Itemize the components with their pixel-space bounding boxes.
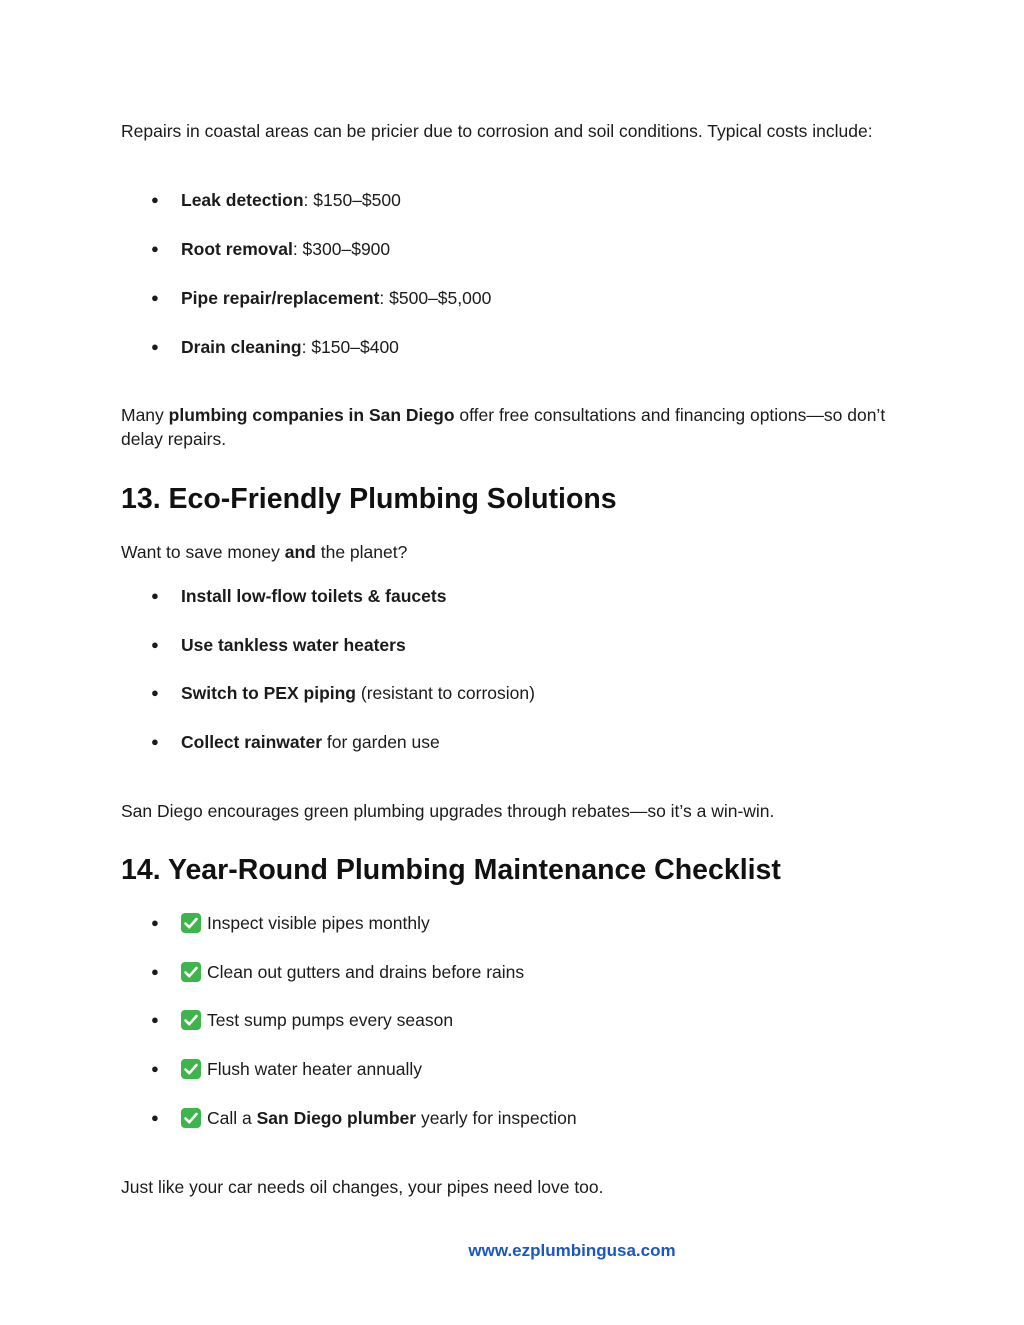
lead-post: the planet? [315, 542, 408, 562]
bullet-icon: ● [151, 915, 159, 930]
list-item [121, 1008, 881, 1032]
section-heading: 14. Year-Round Plumbing Maintenance Checklist [121, 854, 781, 886]
section13-closing: San Diego encourages green plumbing upgrades through rebates—so it’s a win-win. [121, 801, 775, 821]
section13-lead-block [121, 540, 891, 564]
eco-item-bold: Collect rainwater [181, 732, 323, 752]
bullet-icon: ● [151, 192, 159, 207]
checklist-last-pre: Call a [207, 1108, 257, 1128]
list-item [121, 286, 881, 310]
list-item [121, 335, 881, 359]
bullet-icon: ● [151, 964, 159, 979]
intro-paragraph: Repairs in coastal areas can be pricier due to corrosion and soil conditions. Typical costs include: [121, 121, 873, 141]
list-item [121, 188, 881, 212]
check-mark-icon [181, 913, 201, 933]
checklist-text: Inspect visible pipes monthly [207, 913, 430, 933]
bullet-icon: ● [151, 734, 159, 749]
intro-paragraph-block [121, 119, 891, 143]
section13-closing-block [121, 799, 891, 823]
lead-pre: Want to save money [121, 542, 285, 562]
bullet-icon: ● [151, 241, 159, 256]
section14-closing-block [121, 1175, 891, 1199]
intro-closing [121, 403, 891, 451]
bullet-icon: ● [151, 637, 159, 652]
checklist-text: Test sump pumps every season [207, 1010, 454, 1030]
list-item [121, 1057, 881, 1081]
list-item [121, 911, 881, 935]
check-mark-icon [181, 962, 201, 982]
check-mark-icon [181, 1059, 201, 1079]
check-mark-icon [181, 1108, 201, 1128]
bullet-icon: ● [151, 588, 159, 603]
bullet-icon: ● [151, 1061, 159, 1076]
list-item [121, 1106, 881, 1130]
cost-value: : $150–$500 [303, 190, 401, 210]
cost-label: Drain cleaning [181, 337, 302, 357]
section13-lead [121, 540, 891, 564]
cost-label: Leak detection [181, 190, 304, 210]
bullet-icon: ● [151, 339, 159, 354]
list-item [121, 237, 881, 261]
bullet-icon: ● [151, 1012, 159, 1027]
bullet-icon: ● [151, 290, 159, 305]
section14-closing: Just like your car needs oil changes, your pipes need love too. [121, 1177, 604, 1197]
list-item [121, 681, 881, 705]
checklist-last-bold: San Diego plumber [256, 1108, 417, 1128]
lead-bold: and [284, 542, 316, 562]
eco-item-rest: for garden use [322, 732, 440, 752]
cost-value: : $300–$900 [292, 239, 391, 259]
checklist-text: Clean out gutters and drains before rains [207, 962, 525, 982]
section-heading: 13. Eco-Friendly Plumbing Solutions [121, 483, 617, 515]
intro-closing-pre: Many [121, 405, 169, 425]
cost-label: Pipe repair/replacement [181, 288, 380, 308]
cost-label: Root removal [181, 239, 293, 259]
eco-item-bold: Switch to PEX piping [181, 683, 356, 703]
bullet-icon: ● [151, 1110, 159, 1125]
intro-closing-post: offer free consultations and financing options—so don’t delay repairs. [121, 405, 886, 449]
intro-closing-bold: plumbing companies in San Diego [168, 405, 455, 425]
checklist-text: Flush water heater annually [207, 1059, 422, 1079]
eco-item-bold: Use tankless water heaters [181, 635, 406, 655]
eco-item-rest: (resistant to corrosion) [356, 683, 535, 703]
website-link[interactable]: www.ezplumbingusa.com [468, 1241, 676, 1260]
section13-heading-block [121, 482, 891, 516]
eco-item-bold: Install low-flow toilets & faucets [181, 586, 447, 606]
checklist-last-post: yearly for inspection [416, 1108, 577, 1128]
intro-closing-block [121, 403, 891, 451]
cost-value: : $150–$400 [301, 337, 399, 357]
section14-heading-block [121, 853, 891, 887]
list-item [121, 633, 881, 657]
check-mark-icon [181, 1010, 201, 1030]
list-item [121, 960, 881, 984]
list-item [121, 584, 881, 608]
bullet-icon: ● [151, 685, 159, 700]
list-item [121, 730, 881, 754]
cost-value: : $500–$5,000 [379, 288, 492, 308]
